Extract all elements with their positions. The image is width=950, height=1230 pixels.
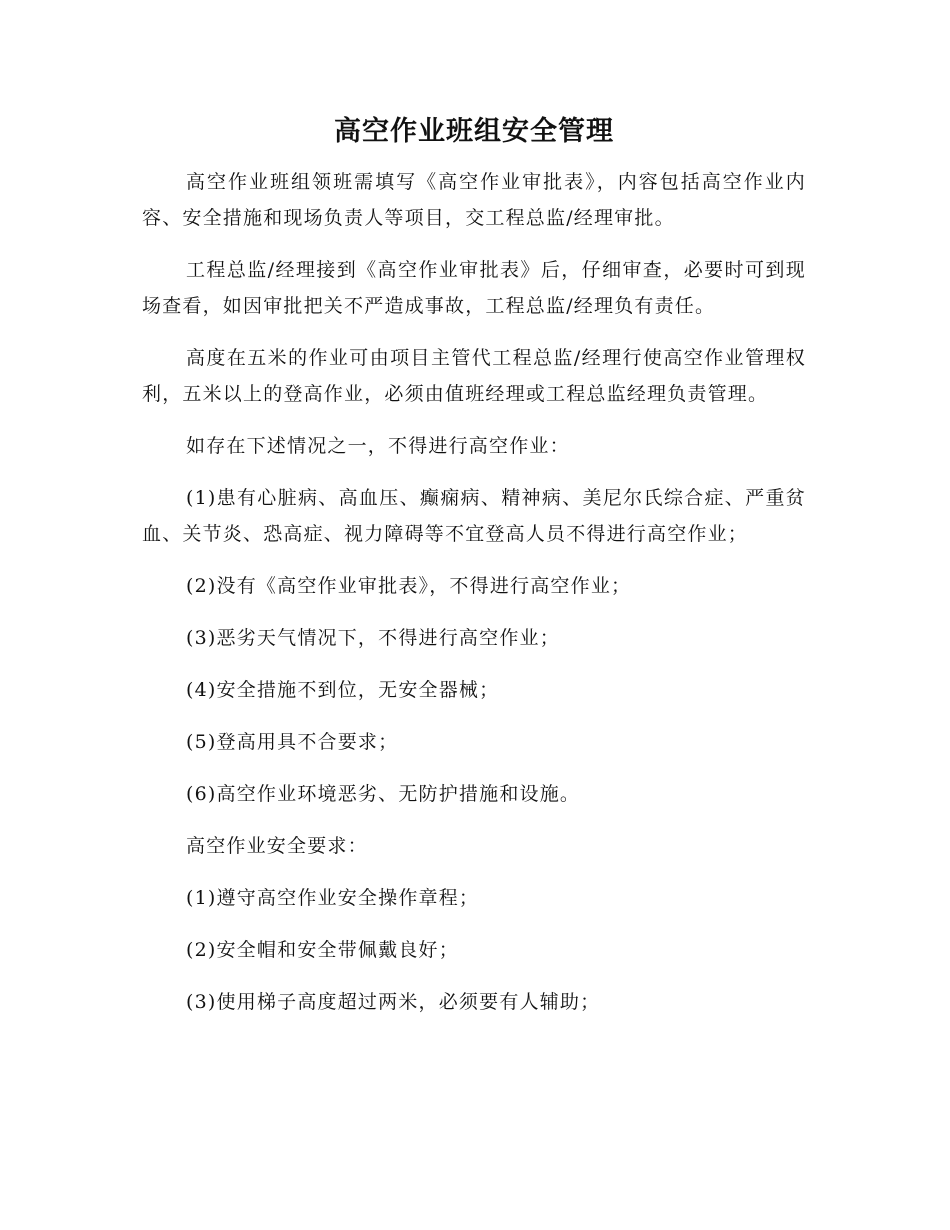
- paragraph-approval-form: 高空作业班组领班需填写《高空作业审批表》，内容包括高空作业内容、安全措施和现场负责人等项目，交工程总监/经理审批。: [142, 171, 806, 229]
- list-item-prohibition-6: (6)高空作业环境恶劣、无防护措施和设施。: [186, 783, 581, 805]
- paragraph-requirements-heading: 高空作业安全要求：: [186, 835, 368, 857]
- list-item-requirement-2: (2)安全帽和安全带佩戴良好；: [186, 939, 459, 961]
- paragraph-height-authority: 高度在五米的作业可由项目主管代工程总监/经理行使高空作业管理权利，五米以上的登高作业，必须由值班经理或工程总监经理负责管理。: [142, 347, 806, 405]
- paragraph-review: 工程总监/经理接到《高空作业审批表》后，仔细审查，必要时可到现场查看，如因审批把关不严造成事故，工程总监/经理负有责任。: [142, 259, 806, 317]
- list-item-prohibition-3: (3)恶劣天气情况下，不得进行高空作业；: [186, 627, 560, 649]
- list-item-prohibition-5: (5)登高用具不合要求；: [186, 731, 399, 753]
- document-title: 高空作业班组安全管理: [334, 116, 614, 147]
- list-item-requirement-1: (1)遵守高空作业安全操作章程；: [186, 887, 480, 909]
- document-page: [142, 112, 806, 1036]
- paragraph-prohibitions-heading: 如存在下述情况之一，不得进行高空作业：: [186, 435, 570, 457]
- list-item-prohibition-4: (4)安全措施不到位，无安全器械；: [186, 679, 500, 701]
- list-item-requirement-3: (3)使用梯子高度超过两米，必须要有人辅助；: [186, 991, 601, 1013]
- list-item-prohibition-2: (2)没有《高空作业审批表》，不得进行高空作业；: [186, 575, 632, 597]
- list-item-prohibition-1: (1)患有心脏病、高血压、癫痫病、精神病、美尼尔氏综合症、严重贫血、关节炎、恐高症、视力障碍等不宜登高人员不得进行高空作业；: [142, 487, 806, 545]
